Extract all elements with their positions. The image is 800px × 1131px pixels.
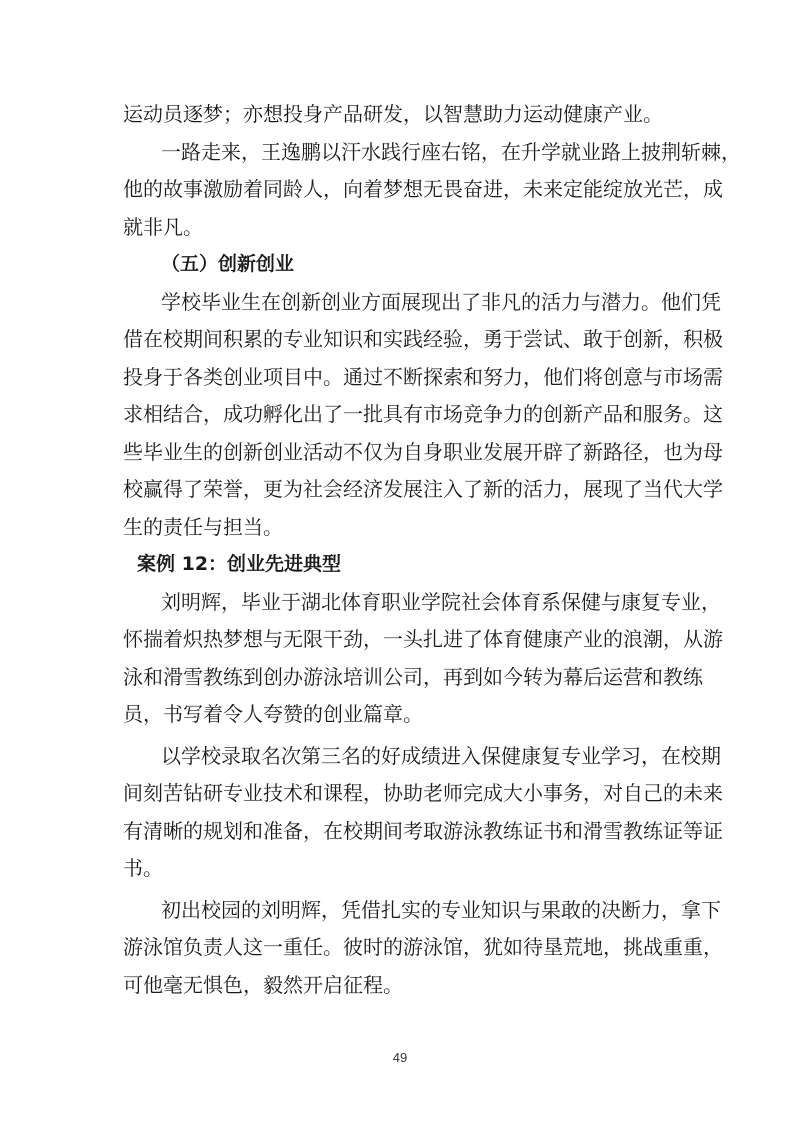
text-line: 以学校录取名次第三名的好成绩进入保健康复专业学习，在校期 xyxy=(161,743,721,768)
case-heading: 案例 12：创业先进典型 xyxy=(137,553,342,575)
paragraph-continuation xyxy=(123,96,678,134)
paragraph-liu-minghui-career xyxy=(123,892,723,1005)
text-line: 就非凡。 xyxy=(123,214,203,239)
text-line: 求相结合，成功孵化出了一批具有市场竞争力的创新产品和服务。这 xyxy=(123,402,723,426)
paragraph-innovation-intro xyxy=(123,284,723,547)
text-line: 怀揣着炽热梦想与无限干劲，一头扎进了体育健康产业的浪潮，从游 xyxy=(123,627,723,651)
text-line: 些毕业生的创新创业活动不仅为自身职业发展开辟了新路径，也为母 xyxy=(123,439,723,464)
text-line: 生的责任与担当。 xyxy=(123,514,283,539)
text-line: 投身于各类创业项目中。通过不断探索和努力，他们将创意与市场需 xyxy=(123,364,723,389)
text-line: 他的故事激励着同龄人，向着梦想无畏奋进，未来定能绽放光芒，成 xyxy=(123,177,723,201)
text-line: 有清晰的规划和准备，在校期间考取游泳教练证书和滑雪教练证等证 xyxy=(123,818,723,843)
text-line: 校赢得了荣誉，更为社会经济发展注入了新的活力，展现了当代大学 xyxy=(123,477,723,501)
document-body xyxy=(123,96,741,1004)
text-line: 借在校期间积累的专业知识和实践经验，勇于尝试、敢于创新，积极 xyxy=(123,327,723,351)
text-line: 泳和滑雪教练到创办游泳培训公司，再到如今转为幕后运营和教练 xyxy=(123,664,703,689)
text-line: 学校毕业生在创新创业方面展现出了非凡的活力与潜力。他们凭 xyxy=(161,289,721,314)
section-heading: （五）创新创业 xyxy=(161,253,295,275)
text-line: 初出校园的刘明辉，凭借扎实的专业知识与果敢的决断力，拿下 xyxy=(161,897,721,922)
text-line: 刘明辉，毕业于湖北体育职业学院社会体育系保健与康复专业， xyxy=(161,589,721,614)
paragraph-liu-minghui-study xyxy=(123,738,723,888)
text-line: 书。 xyxy=(123,856,163,880)
text-line: 运动员逐梦；亦想投身产品研发，以智慧助力运动健康产业。 xyxy=(123,102,663,126)
text-line: 一路走来，王逸鹏以汗水践行座右铭，在升学就业路上披荆斩棘， xyxy=(161,139,741,164)
text-line: 员，书写着令人夸赞的创业篇章。 xyxy=(123,702,423,726)
text-line: 间刻苦钻研专业技术和课程，协助老师完成大小事务，对自己的未来 xyxy=(123,781,723,805)
paragraph-wang-yipeng xyxy=(123,134,741,247)
text-line: 可他毫无惧色，毅然开启征程。 xyxy=(123,972,403,997)
paragraph-liu-minghui-intro xyxy=(123,584,723,734)
page-number: 49 xyxy=(392,1050,408,1065)
text-line: 游泳馆负责人这一重任。彼时的游泳馆，犹如待垦荒地，挑战重重， xyxy=(123,935,723,959)
